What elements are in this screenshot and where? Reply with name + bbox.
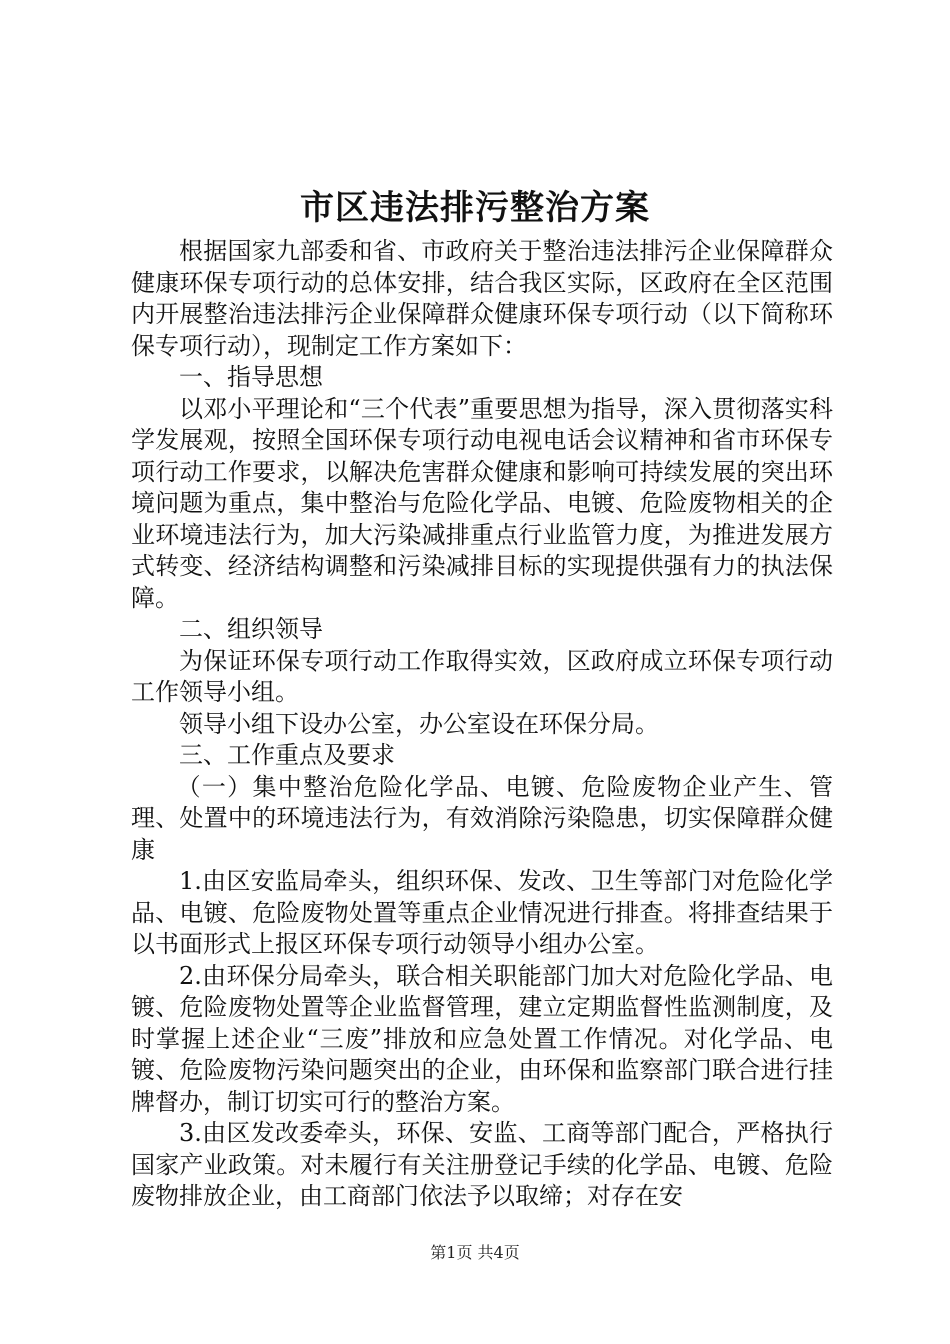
document-body: [131, 236, 833, 1213]
paragraph-guiding-ideology: 以邓小平理论和“三个代表”重要思想为指导，深入贯彻落实科学发展观，按照全国环保专项行动电视电话会议精神和省市环保专项行动工作要求，以解决危害群众健康和影响可持续发展的突出环境问题为重点，集中整治与危险化学品、电镀、危险废物相关的企业环境违法行为，加大污染减排重点行业监管力度，为推进发展方式转变、经济结构调整和污染减排目标的实现提供强有力的执法保障。: [131, 394, 833, 612]
section-heading-organization: 二、组织领导: [179, 615, 323, 643]
paragraph-organization: 为保证环保专项行动工作取得实效，区政府成立环保专项行动工作领导小组。: [131, 646, 833, 706]
paragraph-item-3: 3.由区发改委牵头，环保、安监、工商等部门配合，严格执行国家产业政策。对未履行有关注册登记手续的化学品、电镀、危险废物排放企业，由工商部门依法予以取缔；对存在安: [131, 1119, 833, 1210]
paragraph-office: 领导小组下设办公室，办公室设在环保分局。: [179, 709, 659, 738]
section-heading-key-tasks: 三、工作重点及要求: [179, 741, 395, 769]
document-title: 市区违法排污整治方案: [300, 188, 650, 228]
paragraph-item-1: 1.由区安监局牵头，组织环保、发改、卫生等部门对危险化学品、电镀、危险废物处置等重点企业情况进行排查。将排查结果于以书面形式上报区环保专项行动领导小组办公室。: [131, 867, 833, 958]
subsection-heading-1: （一）集中整治危险化学品、电镀、危险废物企业产生、管理、处置中的环境违法行为，有效消除污染隐患，切实保障群众健康: [131, 772, 833, 864]
section-heading-guiding-ideology: 一、指导思想: [179, 363, 323, 391]
paragraph-item-2: 2.由环保分局牵头，联合相关职能部门加大对危险化学品、电镀、危险废物处置等企业监督管理，建立定期监督性监测制度，及时掌握上述企业“三废”排放和应急处置工作情况。对化学品、电镀、危险废物污染问题突出的企业，由环保和监察部门联合进行挂牌督办，制订切实可行的整治方案。: [131, 961, 833, 1116]
paragraph-intro: 根据国家九部委和省、市政府关于整治违法排污企业保障群众健康环保专项行动的总体安排，结合我区实际，区政府在全区范围内开展整治违法排污企业保障群众健康环保专项行动（以下简称环保专项行动），现制定工作方案如下：: [131, 237, 833, 360]
page-footer: 第1页 共4页: [430, 1243, 520, 1262]
